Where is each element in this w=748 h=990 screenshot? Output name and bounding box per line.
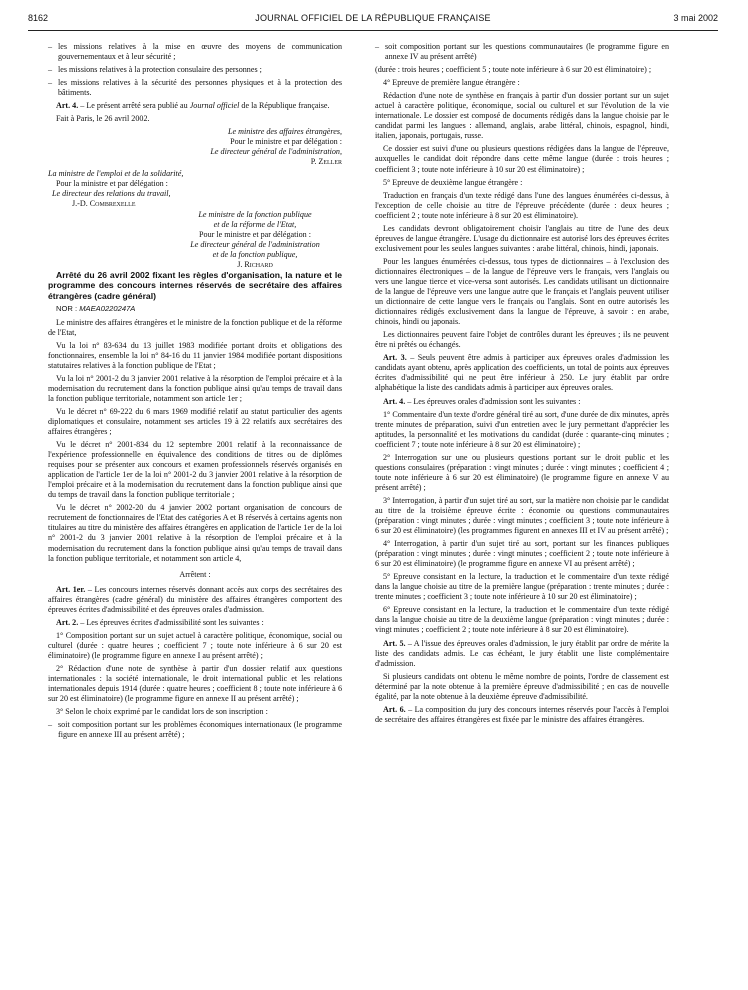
fait-a-paris: Fait à Paris, le 26 avril 2002. xyxy=(56,114,150,124)
visa-paragraph: Le ministre des affaires étrangères et le ministre de la fonction publique et de la réforme de l'Etat, xyxy=(48,317,342,337)
article-2-item: 3° Selon le choix exprimé par le candidat lors de son inscription : xyxy=(56,707,268,717)
visa-paragraph: Vu le décret n° 2002-20 du 4 janvier 2002 portant organisation de concours de recrutement de fonctionnaires de l'Etat des catégories A et B réservés à certains agents non titulaires au titre du ministère des affaires étrangères en application de l'article 1er de la loi n° 2001-2 du 3 janvier 2001 relative à la résorption de l'emploi précaire et à la modernisation du recrutement dans la fonction publique ainsi qu'au temps de travail dans la fonction publique territoriale, et notamment son article 4, xyxy=(48,503,342,563)
article-6: Art. 6. – La composition du jury des concours internes réservés pour l'accès à l'emploi de secrétaire des affaires étrangères est fixée par le ministre des affaires étrangères. xyxy=(375,704,670,724)
visa-paragraph: Vu la loi n° 2001-2 du 3 janvier 2001 relative à la résorption de l'emploi précaire et à la modernisation du recrutement dans la fonction publique ainsi qu'au temps de travail dans la fonction publique territoriale, notamment son article 1er ; xyxy=(48,373,342,403)
signature-block-3: Le ministre de la fonction publique et de la réforme de l'Etat, Pour le ministre et par délégation : Le directeur général de l'administration et de la fonction publique, J. Richard xyxy=(190,209,320,269)
arrete-title: Arrêté du 26 avril 2002 fixant les règles d'organisation, la nature et le programme des concours internes réservés de secrétaire des affaires étrangères (cadre général) xyxy=(48,269,342,301)
list-item: – les missions relatives à la mise en œuvre des moyens de communication gouvernementaux et à leur sécurité ; xyxy=(48,42,342,62)
article-4: Art. 4. – Les épreuves orales d'admission sont les suivantes : xyxy=(383,396,581,406)
signature-block-2: La ministre de l'emploi et de la solidarité, Pour la ministre et par délégation : Le directeur des relations du travail, J.-D. Combrexelle xyxy=(48,168,184,208)
visa-paragraph: Vu le décret n° 2001-834 du 12 septembre 2001 relatif à la reconnaissance de l'expérience professionnelle en équivalence des conditions de titres ou de diplômes requises pour se présenter aux concours et examen professionnels réservés organisés en application de l'article 1er de la loi n° 2001-2 du 3 janvier 2001 relative à la résorption de l'emploi précaire et à la modernisation du recrutement dans la fonction publique ainsi que du temps de travail dans la fonction publique territoriale ; xyxy=(48,440,342,500)
epreuve-5-text: Pour les langues énumérées ci-dessus, tous types de dictionnaires – à l'exclusion des dictionnaires électroniques – de la langue de l'épreuve vers le français, vers l'anglais ou vers une langue tierce et vice-versa sont autorisés. Les candidats utilisant un dictionnaire de la langue de l'épreuve vers une langue autre que le français et l'anglais peuvent utiliser un dictionnaire de cette langue vers le français ou l'anglais. Sont en outre autorisés les dictionnaires rédigés exclusivement dans la langue de l'épreuve, à savoir : en arabe, chinois, hindi ou japonais. xyxy=(375,256,669,327)
article-4-item: 4° Interrogation, à partir d'un sujet tiré au sort, portant sur les finances publiques (préparation : vingt minutes ; durée : vingt minutes ; coefficient 2 ; toute note inférieure à 6 sur 20 est éliminatoire) (le programme figure en annexe VI au présent arrêté) ; xyxy=(375,539,669,569)
journal-title: JOURNAL OFFICIEL DE LA RÉPUBLIQUE FRANÇAISE xyxy=(255,13,491,23)
article-5: Art. 5. – A l'issue des épreuves orales d'admission, le jury établit par ordre de mérite la liste des candidats admis. Le cas échéant, le jury établit une liste complémentaire d'admission. xyxy=(375,638,669,668)
article-4-item: 3° Interrogation, à partir d'un sujet tiré au sort, sur la matière non choisie par le candidat au titre de la troisième épreuve écrite : économie ou questions communautaires (préparation : vingt minutes ; durée : vingt minutes ; coefficient 3 ; toute note inférieure à 6 sur 20 est éliminatoire) (les programmes figurent en annexes III et IV au présent arrêté) ; xyxy=(375,495,669,536)
epreuve-4-text: Ce dossier est suivi d'une ou plusieurs questions rédigées dans la langue de l'épreuve, auxquelles le candidat doit répondre dans cette même langue (durée : trois heures ; coefficient 3 ; toute note inférieure à 10 sur 20 est éliminatoire) ; xyxy=(375,144,669,174)
article-2-item: 1° Composition portant sur un sujet actuel à caractère politique, économique, social ou culturel (durée : quatre heures ; coefficient 7 ; toute note inférieure à 6 sur 20 est éliminatoire) (le programme figure en annexe I au présent arrêté) ; xyxy=(48,630,342,660)
epreuve-5-text: Traduction en français d'un texte rédigé dans l'une des langues énumérées ci-dessus, à l'exception de celle choisie au titre de l'épreuve précédente (durée : deux heures ; coefficient 2 ; toute note inférieure à 8 sur 20 est éliminatoire). xyxy=(375,190,669,220)
article-4-item: 5° Epreuve consistant en la lecture, la traduction et le commentaire d'un texte rédigé dans la langue choisie au titre de la première langue (préparation : trente minutes ; durée : trente minutes ; coefficient 3 ; toute note inférieure à 10 sur 20 est éliminatoire) ; xyxy=(375,572,669,602)
issue-date: 3 mai 2002 xyxy=(673,13,718,23)
article-4-item: 2° Interrogation sur une ou plusieurs questions portant sur le droit public et les questions consulaires (préparation : vingt minutes ; durée : vingt minutes ; coefficient 4 ; toute note inférieure à 6 sur 20 est éliminatoire) (le programme figure en annexe V au présent arrêté) ; xyxy=(375,452,669,492)
duree-paragraph: (durée : trois heures ; coefficient 5 ; toute note inférieure à 6 sur 20 est éliminatoire) ; xyxy=(375,65,652,75)
signature-block-1: Le ministre des affaires étrangères, Pour le ministre et par délégation : Le directeur général de l'administration, P. Zeller xyxy=(210,127,342,167)
article-2-item: 2° Rédaction d'une note de synthèse à partir d'un dossier relatif aux questions internationales : la société internationale, le droit international public et les relations internationales depuis 1914 (durée : quatre heures ; coefficient 8 ; toute note inférieure à 6 sur 20 est éliminatoire) (le programme figure en annexe II au présent arrêté) ; xyxy=(48,663,342,704)
article-4-previous: Art. 4. – Le présent arrêté sera publié au Journal officiel de la République française. xyxy=(56,101,330,111)
article-3: Art. 3. – Seuls peuvent être admis à participer aux épreuves orales d'admission les candidats ayant obtenu, après application des coefficients, un total de points aux épreuves écrites d'admissibilité qui ne peut être inférieur à 250. Le jury établit par ordre alphabétique la liste des candidats admis à participer aux épreuves orales. xyxy=(375,353,669,393)
epreuve-5-title: 5° Epreuve de deuxième langue étrangère : xyxy=(383,177,523,187)
nor-reference: NOR : MAEA0220247A xyxy=(56,304,136,314)
article-4-item: 1° Commentaire d'un texte d'ordre général tiré au sort, d'une durée de dix minutes, après trente minutes de préparation, suivi d'un entretien avec le jury permettant d'apprécier les aptitudes, la personnalité et les motivations du candidat (durée : quarante-cinq minutes ; coefficient 7 ; toute note inférieure à 8 sur 20 est éliminatoire) ; xyxy=(375,409,669,449)
page-header xyxy=(28,13,718,27)
visa-paragraph: Vu le décret n° 69-222 du 6 mars 1969 modifié relatif au statut particulier des agents diplomatiques et consulaire, notamment ses articles 19 à 22 relatifs aux secrétaires des affaires étrangères ; xyxy=(48,406,342,436)
article-2: Art. 2. – Les épreuves écrites d'admissibilité sont les suivantes : xyxy=(56,617,264,627)
right-column xyxy=(375,42,669,728)
article-4-item: 6° Epreuve consistant en la lecture, la traduction et le commentaire d'un texte rédigé dans la langue choisie au titre de la deuxième langue (préparation : vingt minutes ; durée : vingt minutes ; coefficient 2 ; toute note inférieure à 8 sur 20 est éliminatoire). xyxy=(375,605,669,635)
list-item: – les missions relatives à la sécurité des personnes physiques et à la protection des bâtiments. xyxy=(48,78,342,98)
header-rule xyxy=(28,30,718,31)
page-number: 8162 xyxy=(28,13,49,23)
article-1: Art. 1er. – Les concours internes réservés donnant accès aux corps des secrétaires des affaires étrangères (cadre général) du ministère des affaires étrangères comportent des épreuves écrites d'admissibilité et des épreuves orales d'admission. xyxy=(48,584,342,614)
epreuve-4-title: 4° Epreuve de première langue étrangère : xyxy=(383,78,520,88)
epreuve-5-text: Les candidats devront obligatoirement choisir l'anglais au titre de l'une des deux épreuves de langue étrangère. L'usage du dictionnaire est autorisé lors des épreuves écrites exclusivement pour les seules langues suivantes : arabe littéral, chinois, hindi, japonais. xyxy=(375,223,669,253)
visa-paragraph: Vu la loi n° 83-634 du 13 juillet 1983 modifiée portant droits et obligations des fonctionnaires, ensemble la loi n° 84-16 du 11 janvier 1984 modifiée portant dispositions statutaires relatives à la fonction publique de l'Etat ; xyxy=(48,340,342,370)
list-item: – soit composition portant sur les questions communautaires (le programme figure en annexe IV au présent arrêté) xyxy=(375,42,669,62)
epreuve-5-text: Les dictionnaires peuvent faire l'objet de contrôles durant les épreuves ; ils ne peuvent être ni prêtés ou échangés. xyxy=(375,330,669,350)
left-column xyxy=(48,42,342,743)
list-item: – les missions relatives à la protection consulaire des personnes ; xyxy=(48,65,262,75)
list-item: – soit composition portant sur les problèmes économiques internationaux (le programme figure en annexe III au présent arrêté) ; xyxy=(48,720,342,740)
article-5-text: Si plusieurs candidats ont obtenu le même nombre de points, l'ordre de classement est déterminé par la note obtenue à la première épreuve d'admissibilité ; en cas de nouvelle égalité, par la note obtenue à la deuxième épreuve d'admissibilité. xyxy=(375,671,669,701)
epreuve-4-text: Rédaction d'une note de synthèse en français à partir d'un dossier portant sur un sujet actuel à caractère politique, économique, social ou culturel et sur l'évolution de la vie internationale. Le dossier est composé de documents rédigés dans la langue choisie par le candidat parmi les langues : allemand, anglais, arabe littéral, chinois, espagnol, hindi, italien, japonais, portugais, russe. xyxy=(375,91,669,141)
arretent-heading: Arrêtent : xyxy=(179,569,211,579)
